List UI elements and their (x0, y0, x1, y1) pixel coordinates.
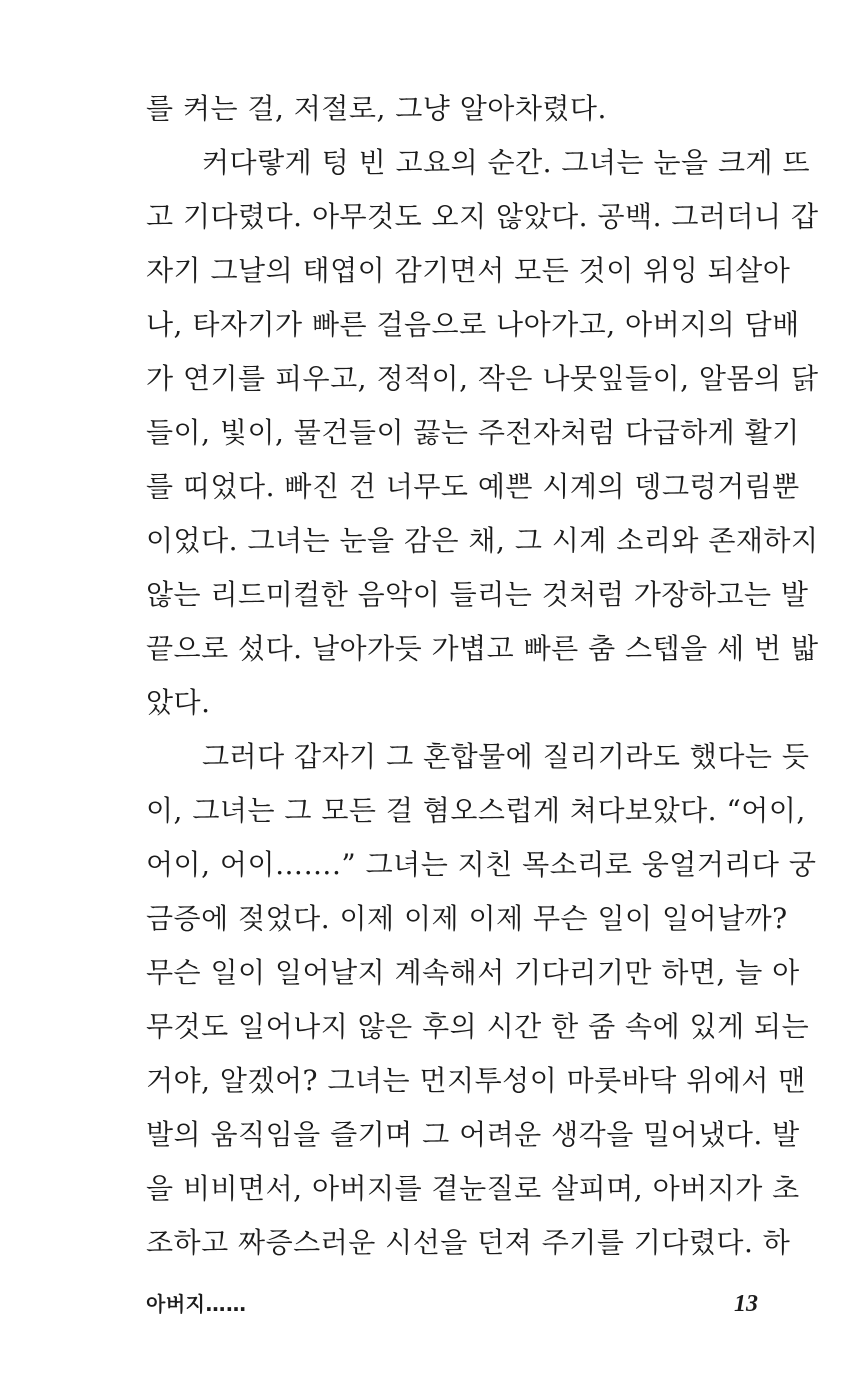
text-line: 고 기다렸다. 아무것도 오지 않았다. 공백. 그러더니 갑 (146, 200, 819, 233)
text-line: 을 비비면서, 아버지를 곁눈질로 살피며, 아버지가 초 (146, 1172, 800, 1205)
text-line: 그러다 갑자기 그 혼합물에 질리기라도 했다는 듯 (202, 740, 810, 773)
text-line: 커다랗게 텅 빈 고요의 순간. 그녀는 눈을 크게 뜨 (202, 146, 811, 179)
text-line: 았다. (146, 686, 211, 719)
body-text (146, 82, 819, 1270)
text-line: 들이, 빛이, 물건들이 끓는 주전자처럼 다급하게 활기 (146, 416, 800, 449)
text-line: 이었다. 그녀는 눈을 감은 채, 그 시계 소리와 존재하지 (146, 524, 819, 557)
text-line: 끝으로 섰다. 날아가듯 가볍고 빠른 춤 스텝을 세 번 밟 (146, 632, 819, 665)
page-footer (146, 1286, 758, 1322)
text-line: 어이, 어이…….” 그녀는 지친 목소리로 웅얼거리다 궁 (146, 848, 817, 881)
text-line: 무슨 일이 일어날지 계속해서 기다리기만 하면, 늘 아 (146, 956, 800, 989)
text-line: 이, 그녀는 그 모든 걸 혐오스럽게 쳐다보았다. “어이, (146, 794, 806, 827)
text-line: 금증에 젖었다. 이제 이제 이제 무슨 일이 일어날까? (146, 902, 788, 935)
text-line: 무것도 일어나지 않은 후의 시간 한 줌 속에 있게 되는 (146, 1010, 810, 1043)
running-title: 아버지…… (146, 1292, 247, 1316)
page-number: 13 (734, 1291, 758, 1317)
text-line: 않는 리드미컬한 음악이 들리는 것처럼 가장하고는 발 (146, 578, 809, 611)
text-line: 나, 타자기가 빠른 걸음으로 나아가고, 아버지의 담배 (146, 308, 800, 341)
text-line: 를 띠었다. 빠진 건 너무도 예쁜 시계의 뎅그렁거림뿐 (146, 470, 800, 503)
text-line: 거야, 알겠어? 그녀는 먼지투성이 마룻바닥 위에서 맨 (146, 1064, 806, 1097)
text-line: 발의 움직임을 즐기며 그 어려운 생각을 밀어냈다. 발 (146, 1118, 800, 1151)
text-line: 조하고 짜증스러운 시선을 던져 주기를 기다렸다. 하 (146, 1226, 791, 1259)
text-line: 자기 그날의 태엽이 감기면서 모든 것이 위잉 되살아 (146, 254, 791, 287)
text-line: 가 연기를 피우고, 정적이, 작은 나뭇잎들이, 알몸의 닭 (146, 362, 819, 395)
text-line: 를 켜는 걸, 저절로, 그냥 알아차렸다. (146, 92, 607, 125)
